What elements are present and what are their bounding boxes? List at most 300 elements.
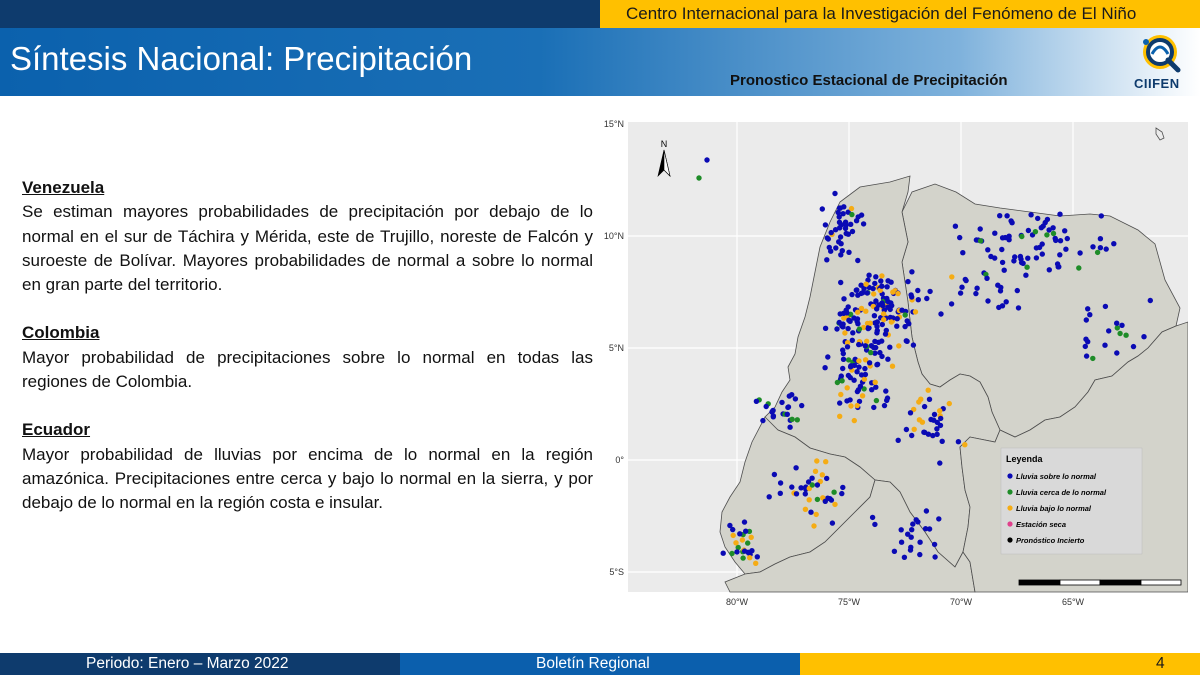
station-marker — [779, 400, 784, 405]
station-marker — [823, 459, 828, 464]
station-marker — [902, 555, 907, 560]
station-marker — [1015, 288, 1020, 293]
station-marker — [824, 257, 829, 262]
station-marker — [839, 323, 844, 328]
station-marker — [830, 520, 835, 525]
station-marker — [867, 360, 872, 365]
station-marker — [855, 389, 860, 394]
station-marker — [896, 343, 901, 348]
lat-axis-labels — [604, 119, 625, 577]
station-marker — [873, 274, 878, 279]
section-text: Mayor probabilidad de lluvias por encima de lo normal en la región amazónica. Precipitaciones entre cerca y bajo lo normal en la sierra, y por debajo de lo normal en la región costa e insular. — [22, 444, 593, 513]
forecast-map — [590, 112, 1188, 610]
north-label: N — [660, 139, 668, 149]
station-marker — [849, 206, 854, 211]
station-marker — [1019, 234, 1024, 239]
station-marker — [794, 491, 799, 496]
station-marker — [696, 175, 701, 180]
station-marker — [997, 213, 1002, 218]
station-marker — [825, 354, 830, 359]
station-marker — [841, 357, 846, 362]
station-marker — [882, 403, 887, 408]
station-marker — [995, 283, 1000, 288]
station-marker — [1016, 305, 1021, 310]
lat-label: 0° — [615, 455, 624, 465]
station-marker — [1041, 223, 1046, 228]
station-marker — [840, 485, 845, 490]
station-marker — [814, 512, 819, 517]
station-marker — [985, 247, 990, 252]
station-marker — [879, 284, 884, 289]
station-marker — [1045, 217, 1050, 222]
station-marker — [1083, 344, 1088, 349]
station-marker — [855, 258, 860, 263]
station-marker — [905, 532, 910, 537]
lat-label: 5°N — [608, 343, 624, 353]
station-marker — [1095, 250, 1100, 255]
station-marker — [908, 292, 913, 297]
station-marker — [932, 542, 937, 547]
station-marker — [858, 384, 863, 389]
station-marker — [1000, 235, 1005, 240]
footer-right — [800, 653, 1200, 675]
station-marker — [1115, 325, 1120, 330]
station-marker — [927, 289, 932, 294]
station-marker — [814, 458, 819, 463]
station-marker — [786, 404, 791, 409]
station-marker — [834, 326, 839, 331]
station-marker — [899, 527, 904, 532]
section-heading: Ecuador — [22, 420, 91, 440]
station-marker — [810, 482, 815, 487]
station-marker — [884, 284, 889, 289]
station-marker — [764, 404, 769, 409]
station-marker — [836, 239, 841, 244]
station-marker — [767, 494, 772, 499]
station-marker — [1006, 234, 1011, 239]
station-marker — [1046, 227, 1051, 232]
station-marker — [872, 339, 877, 344]
station-marker — [1025, 256, 1030, 261]
section-heading: Colombia — [22, 323, 100, 343]
station-marker — [879, 338, 884, 343]
station-marker — [839, 491, 844, 496]
station-marker — [789, 484, 794, 489]
station-marker — [754, 399, 759, 404]
station-marker — [1000, 260, 1005, 265]
station-marker — [808, 510, 813, 515]
station-marker — [841, 204, 846, 209]
station-marker — [938, 423, 943, 428]
station-marker — [850, 338, 855, 343]
station-marker — [833, 227, 838, 232]
station-marker — [960, 250, 965, 255]
station-marker — [846, 250, 851, 255]
station-marker — [1053, 238, 1058, 243]
station-marker — [749, 548, 754, 553]
station-marker — [871, 405, 876, 410]
station-marker — [917, 552, 922, 557]
station-marker — [959, 285, 964, 290]
station-marker — [1009, 220, 1014, 225]
station-marker — [734, 549, 739, 554]
station-marker — [1090, 244, 1095, 249]
station-marker — [1019, 260, 1024, 265]
section-text: Mayor probabilidad de precipitaciones sobre lo normal en todas las regiones de Colombia. — [22, 347, 593, 392]
map-legend — [1001, 448, 1142, 554]
section-ecuador — [22, 418, 593, 515]
station-marker — [1098, 245, 1103, 250]
lon-axis-labels — [726, 597, 1085, 607]
station-marker — [949, 301, 954, 306]
station-marker — [930, 433, 935, 438]
legend-label: Lluvia sobre lo normal — [1016, 472, 1097, 481]
station-marker — [846, 304, 851, 309]
station-marker — [1034, 255, 1039, 260]
station-marker — [760, 418, 765, 423]
station-marker — [1114, 321, 1119, 326]
station-marker — [1084, 353, 1089, 358]
station-marker — [932, 412, 937, 417]
station-marker — [803, 491, 808, 496]
station-marker — [848, 403, 853, 408]
station-marker — [829, 497, 834, 502]
station-marker — [878, 278, 883, 283]
station-marker — [940, 439, 945, 444]
station-marker — [888, 280, 893, 285]
station-marker — [1040, 251, 1045, 256]
station-marker — [1085, 306, 1090, 311]
station-marker — [870, 286, 875, 291]
station-marker — [789, 417, 794, 422]
station-marker — [902, 324, 907, 329]
station-marker — [813, 469, 818, 474]
station-marker — [863, 282, 868, 287]
legend-label: Pronóstico Incierto — [1016, 536, 1085, 545]
station-marker — [823, 499, 828, 504]
station-marker — [820, 472, 825, 477]
station-marker — [803, 507, 808, 512]
station-marker — [850, 229, 855, 234]
station-marker — [837, 414, 842, 419]
station-marker — [904, 427, 909, 432]
station-marker — [938, 311, 943, 316]
legend-label: Lluvia cerca de lo normal — [1016, 488, 1107, 497]
station-marker — [731, 533, 736, 538]
station-marker — [875, 362, 880, 367]
station-marker — [863, 343, 868, 348]
station-marker — [903, 312, 908, 317]
station-marker — [1026, 228, 1031, 233]
station-marker — [962, 442, 967, 447]
station-marker — [871, 291, 876, 296]
station-marker — [820, 206, 825, 211]
station-marker — [978, 238, 983, 243]
station-marker — [885, 357, 890, 362]
station-marker — [742, 548, 747, 553]
station-marker — [974, 286, 979, 291]
station-marker — [1111, 241, 1116, 246]
page-number: 4 — [1156, 655, 1165, 672]
forecast-map-svg — [590, 112, 1188, 610]
station-marker — [1090, 356, 1095, 361]
lon-label: 70°W — [949, 597, 973, 607]
station-marker — [840, 347, 845, 352]
station-marker — [838, 234, 843, 239]
station-marker — [1083, 337, 1088, 342]
station-marker — [872, 313, 877, 318]
station-marker — [947, 401, 952, 406]
station-marker — [772, 472, 777, 477]
station-marker — [896, 438, 901, 443]
station-marker — [868, 321, 873, 326]
station-marker — [842, 330, 847, 335]
station-marker — [815, 482, 820, 487]
station-marker — [868, 350, 873, 355]
station-marker — [854, 369, 859, 374]
station-marker — [924, 508, 929, 513]
station-marker — [872, 522, 877, 527]
station-marker — [953, 224, 958, 229]
station-marker — [1040, 241, 1045, 246]
station-marker — [926, 388, 931, 393]
section-heading: Venezuela — [22, 178, 105, 197]
station-marker — [854, 218, 859, 223]
station-marker — [855, 310, 860, 315]
station-marker — [745, 540, 750, 545]
station-marker — [1063, 247, 1068, 252]
station-marker — [1034, 245, 1039, 250]
station-marker — [778, 491, 783, 496]
section-venezuela — [22, 176, 593, 297]
station-marker — [1106, 328, 1111, 333]
station-marker — [860, 393, 865, 398]
station-marker — [856, 358, 861, 363]
station-marker — [856, 342, 861, 347]
station-marker — [1077, 250, 1082, 255]
legend-marker — [1007, 537, 1012, 542]
station-marker — [1148, 298, 1153, 303]
station-marker — [859, 306, 864, 311]
station-marker — [1114, 350, 1119, 355]
station-marker — [912, 427, 917, 432]
station-marker — [839, 373, 844, 378]
station-marker — [841, 296, 846, 301]
station-marker — [863, 372, 868, 377]
station-marker — [949, 274, 954, 279]
station-marker — [799, 403, 804, 408]
logo-text: CIIFEN — [1134, 76, 1180, 91]
station-marker — [1024, 265, 1029, 270]
station-marker — [862, 366, 867, 371]
station-marker — [881, 317, 886, 322]
map-title: Pronostico Estacional de Precipitación — [730, 72, 1008, 89]
station-marker — [924, 296, 929, 301]
station-marker — [837, 220, 842, 225]
station-marker — [861, 221, 866, 226]
synthesis-text — [22, 176, 593, 540]
station-marker — [1084, 317, 1089, 322]
station-marker — [1004, 299, 1009, 304]
station-marker — [866, 273, 871, 278]
station-marker — [855, 321, 860, 326]
station-marker — [931, 418, 936, 423]
station-marker — [873, 380, 878, 385]
station-marker — [914, 517, 919, 522]
station-marker — [798, 485, 803, 490]
station-marker — [866, 326, 871, 331]
station-marker — [778, 480, 783, 485]
station-marker — [787, 425, 792, 430]
station-marker — [850, 330, 855, 335]
station-marker — [858, 283, 863, 288]
station-marker — [874, 306, 879, 311]
station-marker — [1076, 265, 1081, 270]
station-marker — [1119, 323, 1124, 328]
station-marker — [904, 338, 909, 343]
station-marker — [963, 278, 968, 283]
station-marker — [879, 273, 884, 278]
station-marker — [835, 380, 840, 385]
station-marker — [880, 322, 885, 327]
station-marker — [840, 366, 845, 371]
legend-label: Estación seca — [1016, 520, 1067, 529]
station-marker — [890, 364, 895, 369]
station-marker — [1103, 304, 1108, 309]
station-marker — [1047, 267, 1052, 272]
station-marker — [1099, 213, 1104, 218]
station-marker — [865, 290, 870, 295]
station-marker — [874, 324, 879, 329]
station-marker — [1058, 238, 1063, 243]
station-marker — [894, 324, 899, 329]
station-marker — [985, 298, 990, 303]
station-marker — [844, 310, 849, 315]
station-marker — [852, 418, 857, 423]
station-marker — [915, 288, 920, 293]
station-marker — [911, 342, 916, 347]
station-marker — [857, 326, 862, 331]
station-marker — [1087, 312, 1092, 317]
station-marker — [845, 344, 850, 349]
station-marker — [920, 420, 925, 425]
station-marker — [873, 298, 878, 303]
station-marker — [824, 476, 829, 481]
station-marker — [998, 288, 1003, 293]
station-marker — [1131, 344, 1136, 349]
legend-label: Lluvia bajo lo normal — [1016, 504, 1092, 513]
station-marker — [936, 516, 941, 521]
top-bar-left — [0, 0, 600, 28]
station-marker — [856, 364, 861, 369]
station-marker — [829, 230, 834, 235]
station-marker — [749, 535, 754, 540]
station-marker — [823, 326, 828, 331]
station-marker — [1012, 254, 1017, 259]
station-marker — [837, 400, 842, 405]
station-marker — [913, 309, 918, 314]
station-marker — [908, 547, 913, 552]
station-marker — [815, 497, 820, 502]
station-marker — [892, 549, 897, 554]
station-marker — [832, 502, 837, 507]
station-marker — [909, 433, 914, 438]
station-marker — [742, 519, 747, 524]
station-marker — [927, 397, 932, 402]
station-marker — [852, 363, 857, 368]
station-marker — [840, 211, 845, 216]
station-marker — [845, 326, 850, 331]
station-marker — [880, 303, 885, 308]
station-marker — [838, 392, 843, 397]
station-marker — [957, 235, 962, 240]
station-marker — [795, 417, 800, 422]
station-marker — [827, 245, 832, 250]
organization-name: Centro Internacional para la Investigación del Fenómeno de El Niño — [626, 4, 1137, 23]
station-marker — [884, 328, 889, 333]
station-marker — [743, 529, 748, 534]
footer-period: Periodo: Enero – Marzo 2022 — [86, 655, 289, 672]
station-marker — [1000, 303, 1005, 308]
station-marker — [1104, 246, 1109, 251]
station-marker — [885, 305, 890, 310]
station-marker — [905, 279, 910, 284]
section-text: Se estiman mayores probabilidades de precipitación por debajo de lo normal en el sur de Táchira y Mérida, este de Trujillo, noreste de Falcón y suroeste de Bolívar. Mayores probabilidades de normal a sobre lo normal en gran parte del territorio. — [22, 202, 593, 295]
station-marker — [733, 540, 738, 545]
station-marker — [848, 222, 853, 227]
station-marker — [869, 387, 874, 392]
lon-label: 65°W — [1061, 597, 1085, 607]
station-marker — [859, 212, 864, 217]
section-colombia — [22, 321, 593, 394]
station-marker — [956, 439, 961, 444]
station-marker — [847, 319, 852, 324]
station-marker — [1051, 231, 1056, 236]
station-marker — [870, 515, 875, 520]
station-marker — [721, 551, 726, 556]
station-marker — [839, 378, 844, 383]
station-marker — [1065, 236, 1070, 241]
station-marker — [855, 403, 860, 408]
station-marker — [1057, 252, 1062, 257]
station-marker — [978, 226, 983, 231]
station-marker — [843, 226, 848, 231]
station-marker — [811, 523, 816, 528]
lat-label: 10°N — [603, 231, 624, 241]
station-marker — [992, 255, 997, 260]
lon-label: 75°W — [837, 597, 861, 607]
station-marker — [877, 350, 882, 355]
legend-marker — [1007, 521, 1012, 526]
station-marker — [909, 269, 914, 274]
station-marker — [916, 399, 921, 404]
station-marker — [923, 526, 928, 531]
legend-title: Leyenda — [1006, 454, 1043, 464]
station-marker — [845, 385, 850, 390]
station-marker — [740, 537, 745, 542]
station-marker — [1044, 232, 1049, 237]
station-marker — [958, 290, 963, 295]
station-marker — [899, 308, 904, 313]
station-marker — [727, 523, 732, 528]
station-marker — [932, 554, 937, 559]
legend-marker — [1007, 489, 1012, 494]
station-marker — [840, 248, 845, 253]
station-marker — [1098, 236, 1103, 241]
station-marker — [832, 191, 837, 196]
station-marker — [984, 276, 989, 281]
station-marker — [1035, 216, 1040, 221]
